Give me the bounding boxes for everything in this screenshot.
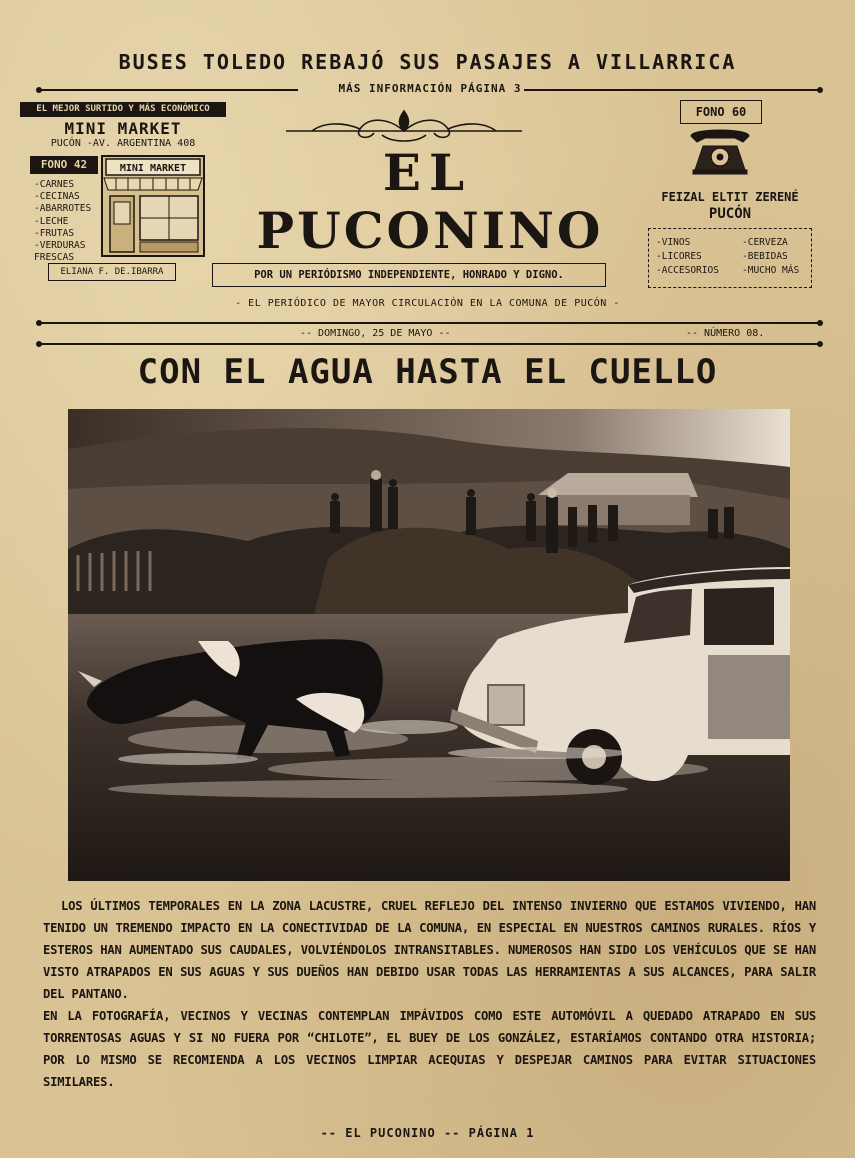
masthead-motto: POR UN PERIÓDISMO INDEPENDIENTE, HONRADO Y DIGNO. <box>212 263 606 287</box>
divider <box>40 322 820 324</box>
masthead-line-1: EL <box>382 143 473 202</box>
product-item: -FRUTAS <box>34 227 75 239</box>
article-photo <box>68 409 790 881</box>
ad-right-name: FEIZAL ELTIT ZERENÉ <box>661 190 799 204</box>
storefront-sign: MINI MARKET <box>119 163 187 174</box>
product-item: -ACCESORIOS <box>656 265 719 276</box>
product-item: -CARNES <box>34 179 75 190</box>
product-item: -ABARROTES <box>34 203 92 215</box>
article-paragraph: EN LA FOTOGRAFÍA, VECINOS Y VECINAS CONTEMPLAN IMPÁVIDOS COMO ESTE AUTOMÓVIL A QUEDADO ATRAPADO EN SUS TORRENTOSAS AGUAS Y SI NO FUERA POR “CHILOTE”, EL BUEY DE LOS GONZÁLEZ, ESTARÍAMOS CONTANDO OTRA HISTORIA; POR LO MISMO SE RECOMIENDA A LOS VECINOS LIMPIAR ACEQUIAS Y DESPEJAR CAMINOS PARA EVITAR SITUACIONES SIMILARES. <box>43 1009 816 1089</box>
ad-right-town: PUCÓN <box>708 206 752 222</box>
circulation-tagline: - EL PERIÓDICO DE MAYOR CIRCULACIÓN EN LA COMUNA DE PUCÓN - <box>235 298 620 309</box>
product-item: -VINOS <box>656 237 691 248</box>
masthead-line-2: PUCONINO <box>256 201 604 260</box>
article-paragraph: LOS ÚLTIMOS TEMPORALES EN LA ZONA LACUSTRE, CRUEL REFLEJO DEL INTENSO INVIERNO QUE ESTAMOS VIVIENDO, HAN TENIDO UN TREMENDO IMPACTO EN LA CONECTIVIDAD DE LA COMUNA, EN ESPECIAL EN NUESTROS CAMINOS RURALES. RÍOS Y ESTEROS HAN AUMENTADO SUS CAUDALES, VOLVIÉNDOLOS INTRANSITABLES. NUMEROSOS HAN SIDO LOS VEHÍCULOS QUE SE HAN VISTO ATRAPADOS EN SUS AGUAS Y SUS DUEÑOS HAN DEBIDO USAR TODAS LAS HERRAMIENTAS A SUS ALCANCES, PARA SALIR DEL PANTANO. <box>43 899 816 1001</box>
product-item: -VERDURAS <box>34 240 86 252</box>
product-item: -LICORES <box>656 251 702 262</box>
product-item: -CERVEZA <box>742 237 788 248</box>
ad-right-product-list <box>742 236 799 278</box>
product-item: -MUCHO MÁS <box>742 265 800 276</box>
article-body <box>43 895 816 1093</box>
divider <box>40 89 298 91</box>
ad-left-phone: FONO 42 <box>30 156 98 174</box>
rule-dot <box>817 87 823 93</box>
product-item: FRESCAS <box>34 252 75 264</box>
top-headline: BUSES TOLEDO REBAJÓ SUS PASAJES A VILLARRICA <box>118 50 737 74</box>
divider <box>40 343 820 345</box>
article-title: CON EL AGUA HASTA EL CUELLO <box>137 352 718 392</box>
more-info-link[interactable]: MÁS INFORMACIÓN PÁGINA 3 <box>338 82 522 95</box>
ad-right-product-list <box>656 236 719 278</box>
product-item: -CECINAS <box>34 191 80 203</box>
telephone-icon <box>685 124 755 176</box>
rule-dot <box>817 341 823 347</box>
ad-left-address: PUCÓN -AV. ARGENTINA 408 <box>50 138 196 149</box>
ad-left-name: MINI MARKET <box>64 119 182 138</box>
issue-date: -- DOMINGO, 25 DE MAYO -- <box>300 328 451 339</box>
page-footer: -- EL PUCONINO -- PÁGINA 1 <box>320 1126 535 1140</box>
rule-dot <box>817 320 823 326</box>
ad-left-tagline: EL MEJOR SURTIDO Y MÁS ECONÓMICO <box>20 102 226 117</box>
ad-left-owner: ELIANA F. DE.IBARRA <box>48 263 176 281</box>
product-item: -BEBIDAS <box>742 251 788 262</box>
ad-right-phone: FONO 60 <box>680 100 762 124</box>
ornament-icon <box>282 107 526 147</box>
product-item: -LECHE <box>34 215 69 227</box>
divider <box>524 89 820 91</box>
issue-number: -- NÚMERO 08. <box>686 328 765 339</box>
